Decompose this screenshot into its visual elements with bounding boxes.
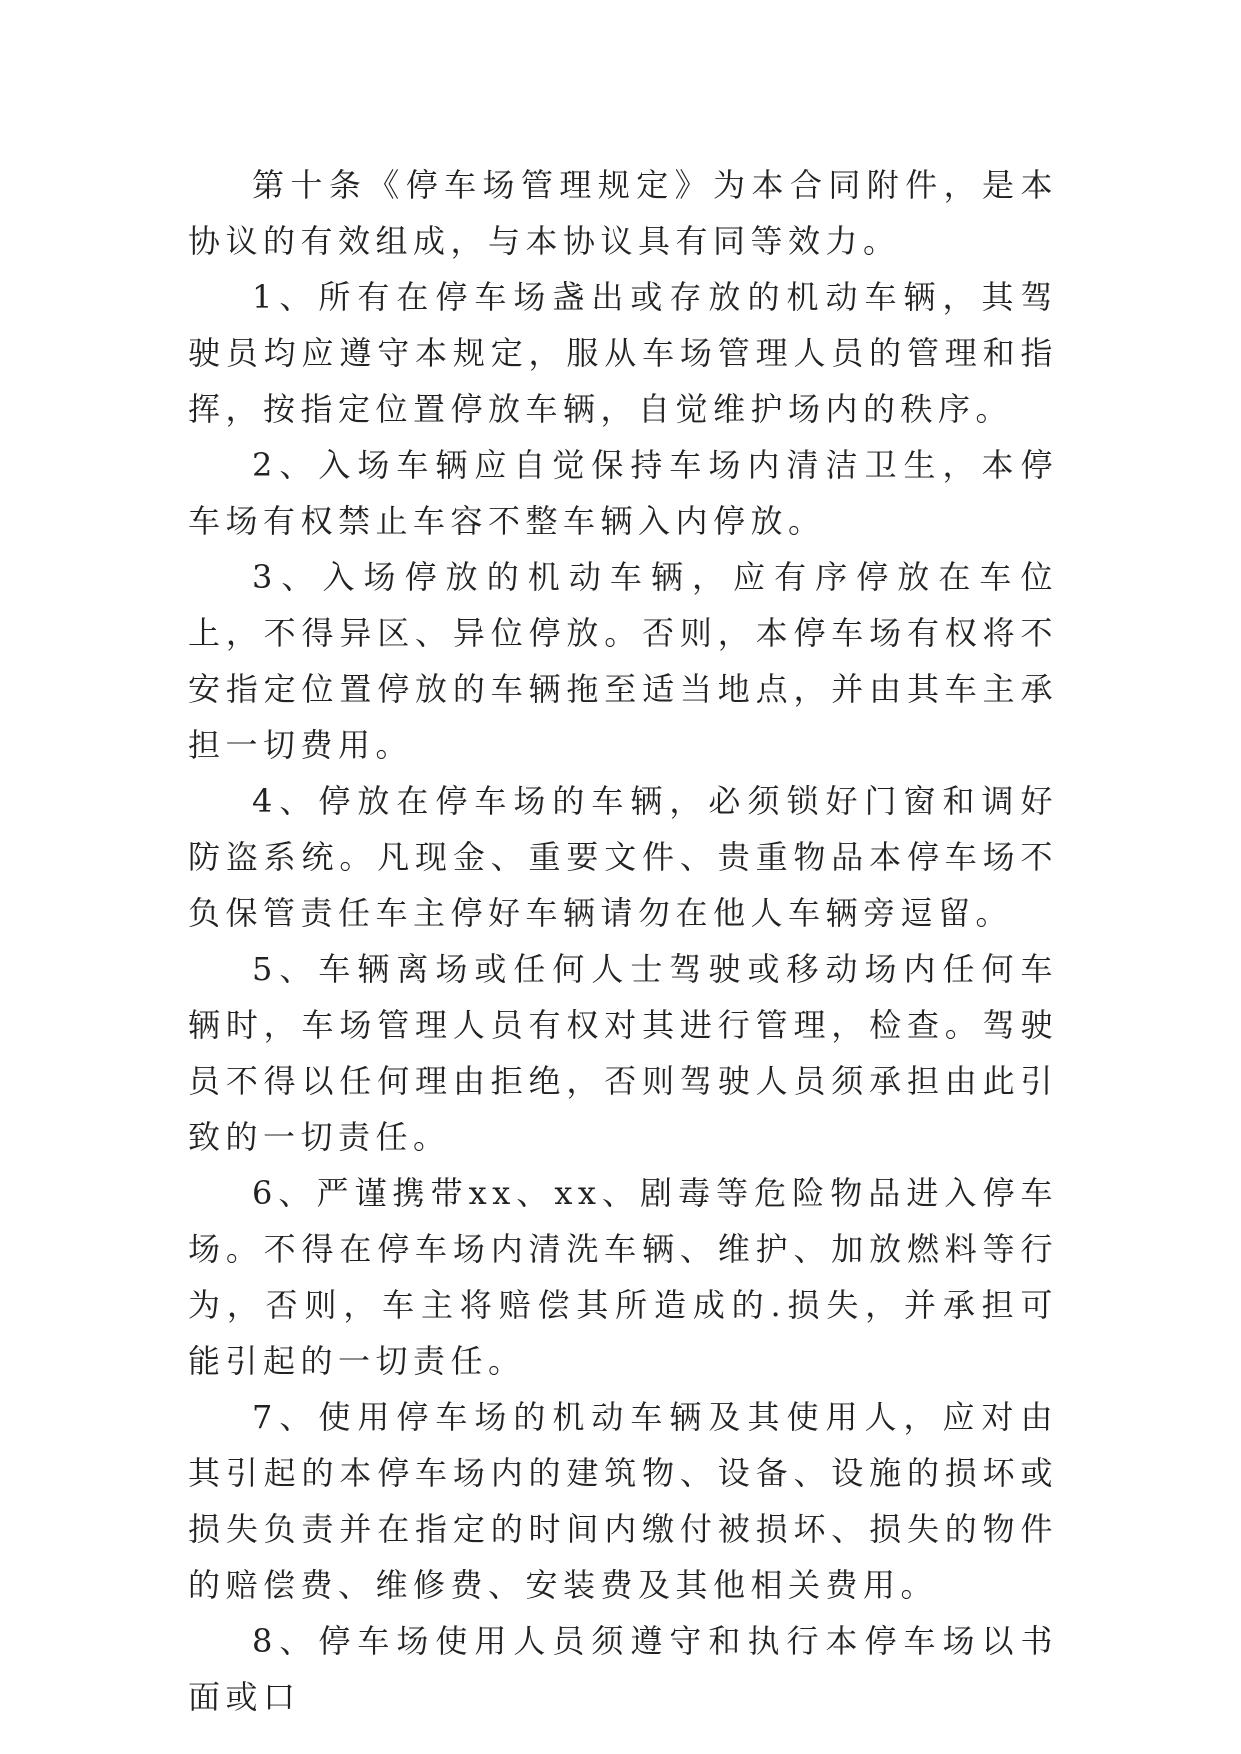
- paragraph-rule-4: 4、停放在停车场的车辆，必须锁好门窗和调好防盗系统。凡现金、重要文件、贵重物品本停车场不负保管责任车主停好车辆请勿在他人车辆旁逗留。: [188, 782, 1058, 932]
- paragraph-rule-8: 8、停车场使用人员须遵守和执行本停车场以书面或口: [188, 1622, 1058, 1716]
- paragraph-article-10: 第十条《停车场管理规定》为本合同附件，是本协议的有效组成，与本协议具有同等效力。: [188, 166, 1058, 260]
- paragraph-rule-7: 7、使用停车场的机动车辆及其使用人，应对由其引起的本停车场内的建筑物、设备、设施的损坏或损失负责并在指定的时间内缴付被损坏、损失的物件的赔偿费、维修费、安装费及其他相关费用。: [188, 1398, 1058, 1604]
- document-body: [188, 157, 1058, 1725]
- paragraph-rule-1: 1、所有在停车场盏出或存放的机动车辆，其驾驶员均应遵守本规定，服从车场管理人员的管理和指挥，按指定位置停放车辆，自觉维护场内的秩序。: [188, 278, 1058, 428]
- paragraph-rule-5: 5、车辆离场或任何人士驾驶或移动场内任何车辆时，车场管理人员有权对其进行管理，检查。驾驶员不得以任何理由拒绝，否则驾驶人员须承担由此引致的一切责任。: [188, 950, 1058, 1156]
- paragraph-rule-6: 6、严谨携带xx、xx、剧毒等危险物品进入停车场。不得在停车场内清洗车辆、维护、加放燃料等行为，否则，车主将赔偿其所造成的.损失，并承担可能引起的一切责任。: [188, 1174, 1058, 1380]
- paragraph-rule-2: 2、入场车辆应自觉保持车场内清洁卫生，本停车场有权禁止车容不整车辆入内停放。: [188, 446, 1058, 540]
- paragraph-rule-3: 3、入场停放的机动车辆，应有序停放在车位上，不得异区、异位停放。否则，本停车场有权将不安指定位置停放的车辆拖至适当地点，并由其车主承担一切费用。: [188, 558, 1058, 764]
